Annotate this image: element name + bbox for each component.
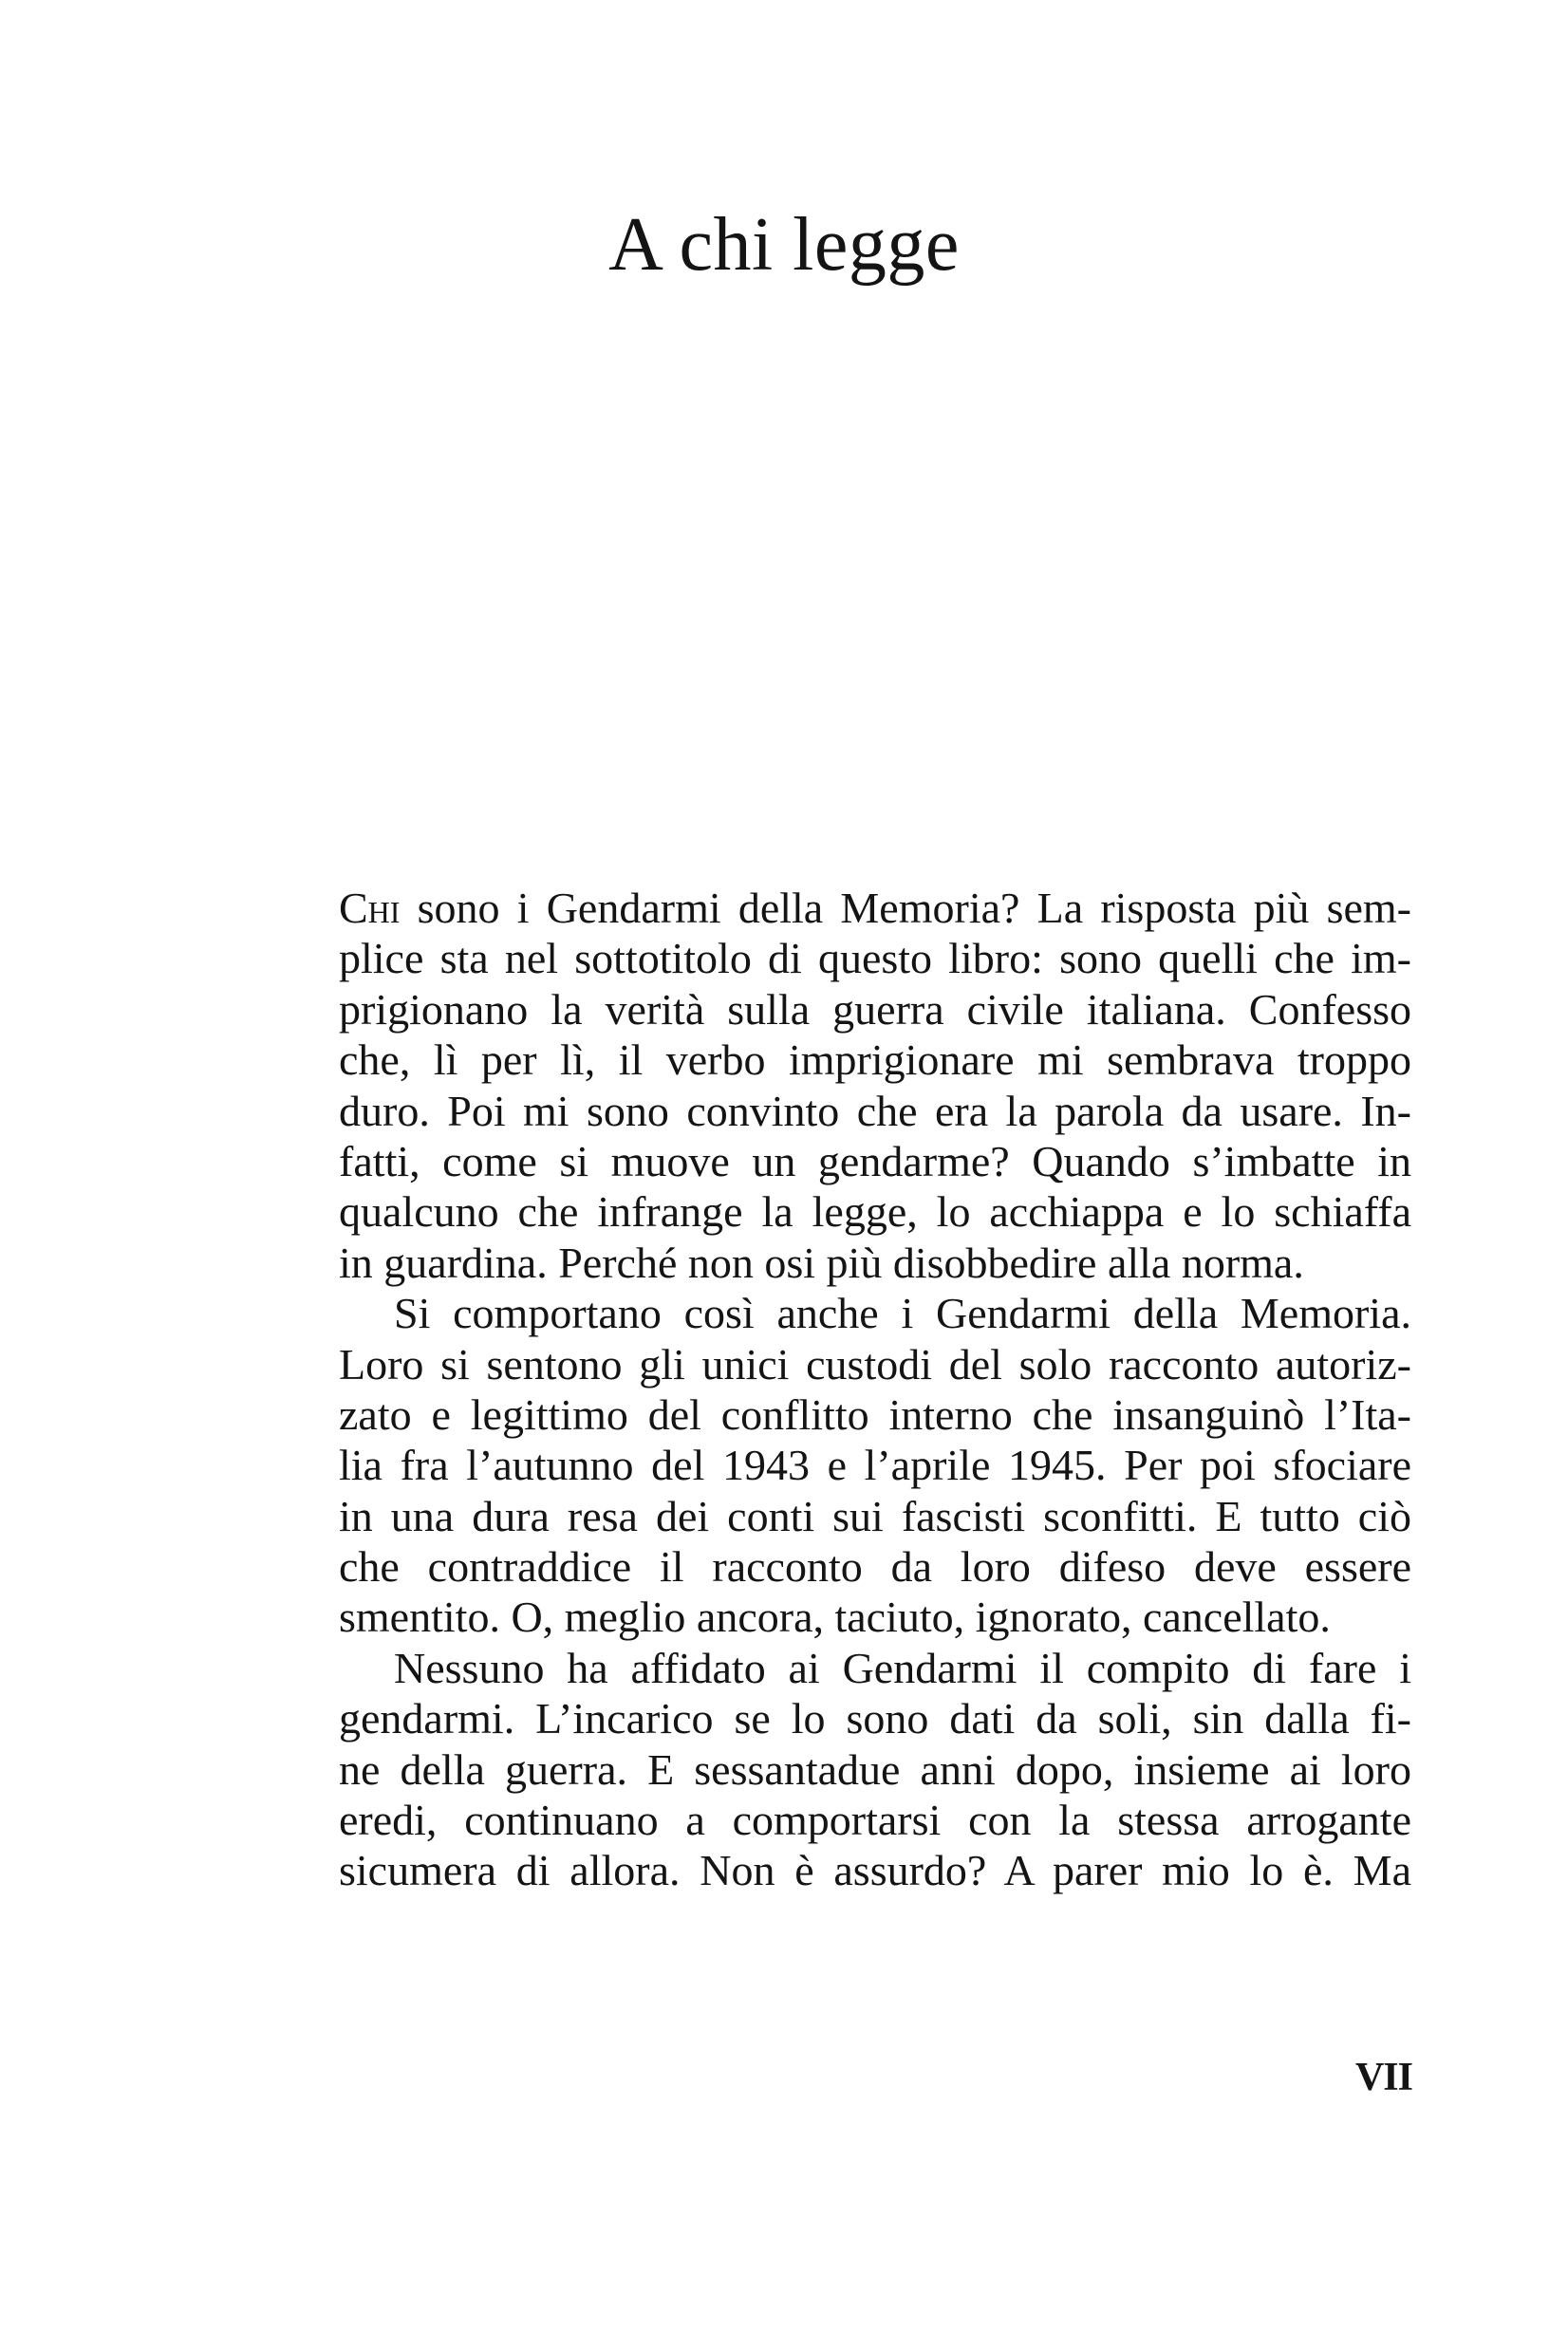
- text-line: gendarmi. L’incarico se lo sono dati da soli, sin dalla fi-: [339, 1694, 1411, 1743]
- text-line: eredi, continuano a comportarsi con la stessa arrogante: [339, 1796, 1411, 1845]
- text-line: che contraddice il racconto da loro difeso deve essere: [339, 1542, 1411, 1592]
- text-line: qualcuno che infrange la legge, lo acchiappa e lo schiaffa: [339, 1187, 1411, 1237]
- page-number: VII: [1354, 2056, 1412, 2099]
- paragraph: [339, 1288, 1411, 1643]
- text-line: smentito. O, meglio ancora, taciuto, ignorato, cancellato.: [339, 1593, 1331, 1642]
- text-line: che, lì per lì, il verbo imprigionare mi sembrava troppo: [339, 1035, 1411, 1085]
- body-text: [339, 883, 1411, 1896]
- text-line: Loro si sentono gli unici custodi del solo racconto autoriz-: [339, 1339, 1411, 1389]
- text-line: duro. Poi mi sono convinto che era la parola da usare. In-: [339, 1086, 1411, 1135]
- text-line: prigionano la verità sulla guerra civile italiana. Confesso: [339, 984, 1411, 1034]
- text-line: plice sta nel sottotitolo di questo libro: sono quelli che im-: [339, 934, 1411, 983]
- text-line: in una dura resa dei conti sui fascisti sconfitti. E tutto ciò: [339, 1491, 1411, 1540]
- paragraph: [339, 1643, 1411, 1896]
- text-line: zato e legittimo del conflitto interno che insanguinò l’Ita-: [339, 1389, 1411, 1439]
- chapter-title: A chi legge: [608, 203, 960, 287]
- paragraph: [339, 883, 1411, 1288]
- text-line: fatti, come si muove un gendarme? Quando s’imbatte in: [339, 1136, 1411, 1185]
- text-line: in guardina. Perché non osi più disobbedire alla norma.: [339, 1238, 1304, 1287]
- text-line: Si comportano così anche i Gendarmi della Memoria.: [394, 1289, 1411, 1338]
- text-line: Nessuno ha affidato ai Gendarmi il compito di fare i: [394, 1643, 1411, 1692]
- text-line: sicumera di allora. Non è assurdo? A parer mio lo è. Ma: [339, 1846, 1411, 1895]
- text-line: lia fra l’autunno del 1943 e l’aprile 1945. Per poi sfociare: [339, 1441, 1411, 1490]
- text-line: Chi sono i Gendarmi della Memoria? La risposta più sem-: [339, 884, 1411, 932]
- text-line: ne della guerra. E sessantadue anni dopo, insieme ai loro: [339, 1744, 1411, 1794]
- drop-lead-word: Chi: [339, 884, 401, 932]
